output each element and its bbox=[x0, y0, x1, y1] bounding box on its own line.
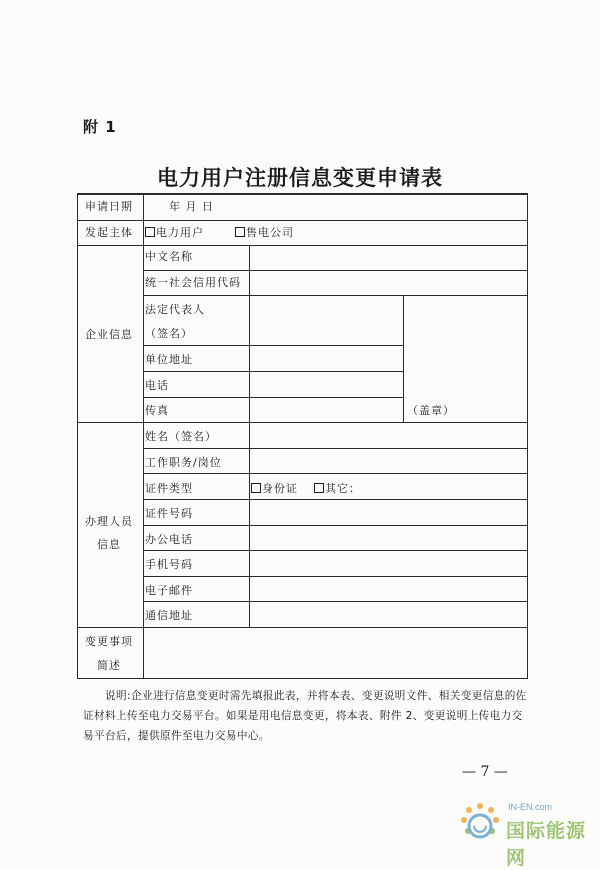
row-divider bbox=[143, 371, 403, 372]
email-label: 电子邮件 bbox=[145, 584, 193, 597]
company-info-label: 企业信息 bbox=[85, 328, 133, 341]
option-label: 其它： bbox=[325, 482, 361, 495]
office-phone-label: 办公电话 bbox=[145, 533, 193, 546]
row-divider bbox=[143, 270, 528, 271]
table-border-bottom bbox=[77, 678, 528, 679]
row-divider bbox=[77, 220, 528, 221]
legal-rep-sign-label: （签名） bbox=[145, 327, 193, 340]
row-divider bbox=[77, 422, 528, 423]
handler-name-label: 姓名（签名） bbox=[145, 430, 217, 443]
option-label: 身份证 bbox=[262, 482, 298, 495]
column-divider bbox=[143, 193, 144, 679]
row-divider bbox=[77, 627, 528, 628]
id-type-label: 证件类型 bbox=[145, 482, 193, 495]
table-border-top bbox=[77, 193, 528, 195]
apply-date-label: 申请日期 bbox=[85, 200, 133, 213]
column-divider bbox=[403, 295, 404, 422]
watermark bbox=[458, 798, 598, 869]
row-divider bbox=[143, 397, 403, 398]
checkbox-icon[interactable] bbox=[145, 227, 155, 237]
checkbox-icon[interactable] bbox=[235, 227, 245, 237]
change-summary-label-2: 简述 bbox=[97, 659, 121, 672]
address-label: 单位地址 bbox=[145, 353, 193, 366]
initiator-label: 发起主体 bbox=[85, 226, 133, 239]
fax-label: 传真 bbox=[145, 404, 169, 417]
form-note: 说明:企业进行信息变更时需先填报此表，并将本表、变更说明文件、相关变更信息的佐证材料上传至电力交易平台。如果是用电信息变更，将本表、附件 2、变更说明上传电力交易平台后，提供原件至电力交易中心。 bbox=[83, 690, 527, 742]
row-divider bbox=[143, 345, 403, 346]
row-divider bbox=[143, 601, 528, 602]
option-label: 售电公司 bbox=[246, 226, 294, 239]
column-divider bbox=[249, 245, 250, 627]
phone-label: 电话 bbox=[145, 379, 169, 392]
row-divider bbox=[143, 525, 528, 526]
mobile-label: 手机号码 bbox=[145, 558, 193, 571]
initiator-option-retailer[interactable] bbox=[235, 226, 294, 240]
legal-rep-label: 法定代表人 bbox=[145, 303, 205, 316]
row-divider bbox=[143, 499, 528, 500]
row-divider bbox=[143, 448, 528, 449]
attachment-label: 附 1 bbox=[83, 118, 117, 136]
seal-label: （盖章） bbox=[407, 404, 455, 417]
change-summary-label: 变更事项 bbox=[85, 635, 133, 648]
row-divider bbox=[143, 550, 528, 551]
apply-date-field[interactable]: 年 月 日 bbox=[169, 200, 214, 213]
table-border-right bbox=[527, 193, 528, 679]
watermark-site: IN-EN.com bbox=[508, 802, 553, 812]
chinese-name-label: 中文名称 bbox=[145, 250, 193, 263]
initiator-option-power-user[interactable] bbox=[145, 226, 204, 240]
credit-code-label: 统一社会信用代码 bbox=[145, 276, 241, 289]
row-divider bbox=[143, 473, 528, 474]
option-label: 电力用户 bbox=[156, 226, 204, 239]
checkbox-icon[interactable] bbox=[251, 483, 261, 493]
handler-position-label: 工作职务/岗位 bbox=[145, 456, 222, 469]
watermark-name: 国际能源网 bbox=[506, 820, 587, 869]
handler-info-label: 办理人员 bbox=[85, 515, 133, 528]
id-number-label: 证件号码 bbox=[145, 507, 193, 520]
page-number: — 7 — bbox=[462, 764, 508, 780]
id-type-option-other[interactable] bbox=[314, 482, 361, 496]
row-divider bbox=[143, 295, 528, 296]
table-border-left bbox=[77, 193, 78, 679]
form-title: 电力用户注册信息变更申请表 bbox=[157, 165, 443, 190]
row-divider bbox=[77, 245, 528, 246]
handler-info-label-2: 信息 bbox=[97, 538, 121, 551]
row-divider bbox=[143, 576, 528, 577]
application-form-table bbox=[77, 193, 528, 679]
id-type-option-idcard[interactable] bbox=[251, 482, 298, 496]
sun-logo-icon bbox=[458, 800, 502, 844]
mail-address-label: 通信地址 bbox=[145, 609, 193, 622]
checkbox-icon[interactable] bbox=[314, 483, 324, 493]
